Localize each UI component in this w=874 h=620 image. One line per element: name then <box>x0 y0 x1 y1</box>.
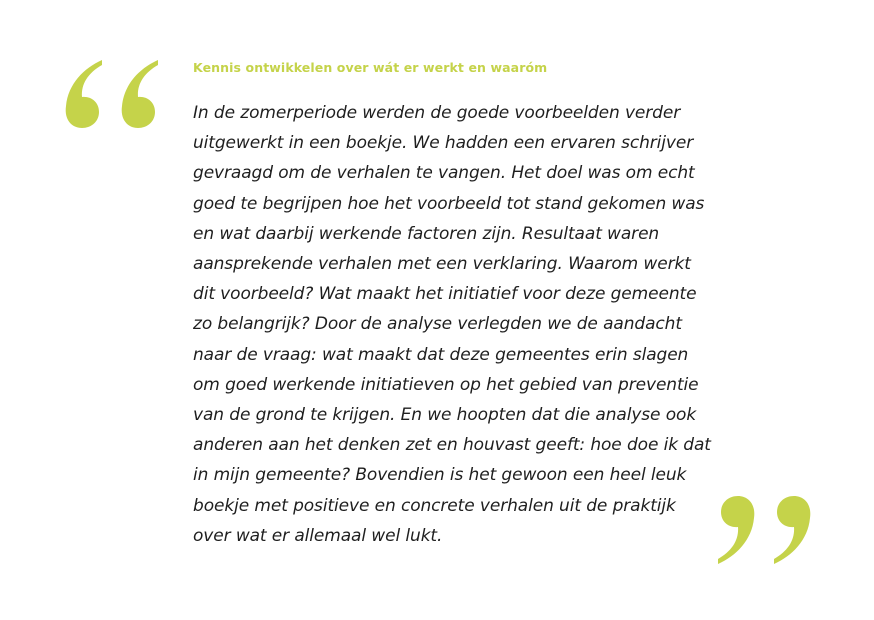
body-line: over wat er allemaal wel lukt. <box>193 525 443 546</box>
body-line: zo belangrijk? Door de analyse verlegden we de aandacht <box>193 314 682 335</box>
body-line: dit voorbeeld? Wat maakt het initiatief voor deze gemeente <box>193 284 697 305</box>
body-line: en wat daarbij werkende factoren zijn. Resultaat waren <box>193 223 660 244</box>
body-line: boekje met positieve en concrete verhalen uit de praktijk <box>193 495 676 516</box>
quote-body <box>193 98 713 551</box>
open-quote-icon <box>62 58 164 132</box>
body-line: goed te begrijpen hoe het voorbeeld tot stand gekomen was <box>193 193 705 214</box>
body-line: om goed werkende initiatieven op het gebied van preventie <box>193 374 699 395</box>
body-line: uitgewerkt in een boekje. We hadden een ervaren schrijver <box>193 133 694 154</box>
body-line: naar de vraag: wat maakt dat deze gemeentes erin slagen <box>193 344 689 365</box>
body-line: van de grond te krijgen. En we hoopten dat die analyse ook <box>193 405 697 426</box>
close-quote-icon <box>712 492 814 566</box>
body-line: gevraagd om de verhalen te vangen. Het doel was om echt <box>193 163 695 184</box>
body-line: anderen aan het denken zet en houvast geeft: hoe doe ik dat <box>193 435 711 456</box>
body-line: aansprekende verhalen met een verklaring. Waarom werkt <box>193 254 691 275</box>
section-heading: Kennis ontwikkelen over wát er werkt en waaróm <box>193 60 548 75</box>
body-line: in mijn gemeente? Bovendien is het gewoon een heel leuk <box>193 465 687 486</box>
body-line: In de zomerperiode werden de goede voorbeelden verder <box>193 103 681 123</box>
